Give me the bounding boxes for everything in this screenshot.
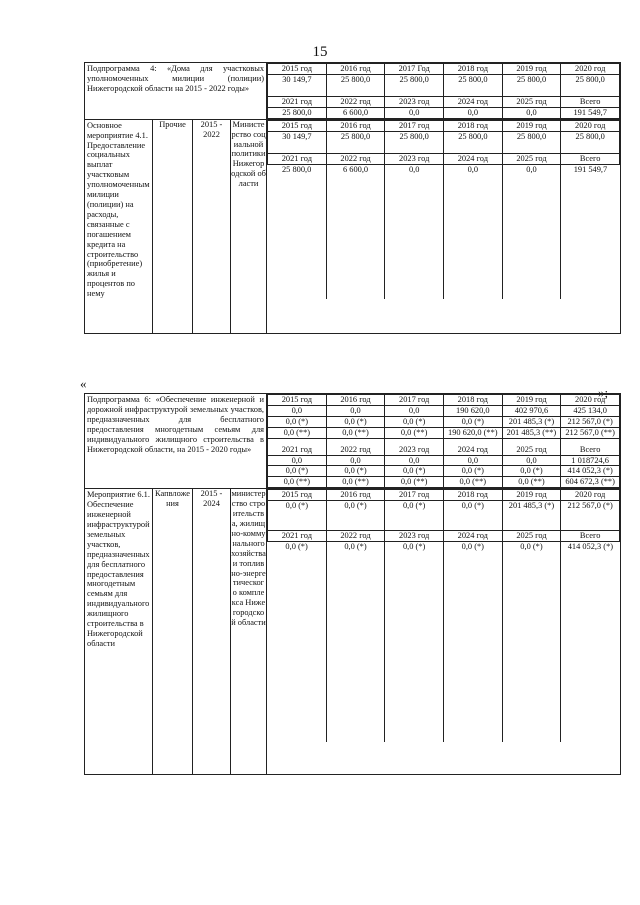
value-cell: 0,0 <box>444 107 503 118</box>
value-cell: 201 485,3 (**) <box>502 427 561 438</box>
measure-4-1-title: Основное мероприятие 4.1. Предоставление социальных выплат участковым уполномоченным милиции (полиции) на расходы, связанные с погашением кредита на строительство (приобретение) жилья и процентов по нему <box>85 119 153 333</box>
year-cell: 2016 год <box>326 490 385 501</box>
year-cell: 2022 год <box>326 96 385 107</box>
value-cell: 191 549,7 <box>561 107 620 118</box>
year-cell: 2015 год <box>268 490 327 501</box>
value-cell: 0,0 <box>326 405 385 416</box>
value-cell: 1 018724,6 <box>561 455 620 466</box>
year-cell: Всего <box>561 438 620 455</box>
value-cell: 0,0 <box>326 455 385 466</box>
year-cell: 2019 год <box>502 64 561 75</box>
value-cell: 0,0 (**) <box>268 477 327 488</box>
year-cell: 2019 год <box>502 490 561 501</box>
value-cell: 0,0 (*) <box>443 466 502 477</box>
year-cell: 2025 год <box>502 531 561 542</box>
value-cell: 0,0 (*) <box>326 542 385 742</box>
value-cell: 0,0 (*) <box>268 466 327 477</box>
value-cell: 191 549,7 <box>561 164 620 299</box>
value-cell: 0,0 <box>268 455 327 466</box>
year-cell: 2025 год <box>502 96 561 107</box>
year-cell: 2015 год <box>268 120 327 131</box>
measure-6-1-category: Капвложения <box>153 489 193 775</box>
row-measure-6-1 <box>85 489 621 775</box>
value-cell: 0,0 (**) <box>385 427 444 438</box>
value-cell: 402 970,6 <box>502 405 561 416</box>
closing-quote: »; <box>598 385 609 400</box>
year-cell: 2024 год <box>444 153 503 164</box>
value-cell: 30 149,7 <box>268 131 327 153</box>
measure-6-1-executor: министерство строительства, жилищно-коммунального хозяйства и топливно-энергетического комплекса Нижегородской области <box>231 489 267 775</box>
value-cell: 0,0 <box>385 107 444 118</box>
value-cell: 0,0 (*) <box>285 542 308 552</box>
year-cell: Всего <box>561 96 620 107</box>
value-cell: 0,0 (*) <box>385 501 444 531</box>
value-cell: 25 800,0 <box>326 131 385 153</box>
year-cell: 2018 год <box>444 64 503 75</box>
year-cell: 2020 год <box>561 120 620 131</box>
value-cell: 0,0 <box>268 405 327 416</box>
measure-4-1-executor: Министерство социальной политики Нижегородской области <box>231 119 267 333</box>
year-cell: 2017 год <box>385 490 444 501</box>
year-cell: 2022 год <box>326 153 385 164</box>
value-cell: 414 052,3 (*) <box>561 466 620 477</box>
value-cell: 0,0 (*) <box>326 416 385 427</box>
row-subprogram-4 <box>85 63 621 120</box>
year-cell: Всего <box>561 153 620 164</box>
value-cell: 25 800,0 <box>281 164 312 174</box>
subprogram-6-title: Подпрограмма 6: «Обеспечение инженерной и дорожной инфраструктурой земельных участков, предназначенных для бесплатного предоставления многодетным семьям для индивидуального жилищного строительства в Нижегородской области, на 2015 - 2020 годы» <box>85 394 267 489</box>
year-cell: 2021 год <box>268 153 327 164</box>
value-cell: 25 800,0 <box>268 107 327 118</box>
value-cell: 425 134,0 <box>561 405 620 416</box>
value-cell: 6 600,0 <box>326 164 385 299</box>
value-cell: 0,0 (**) <box>443 477 502 488</box>
measure-6-1-period: 2015 - 2024 <box>193 489 231 775</box>
value-cell: 212 567,0 (**) <box>561 427 620 438</box>
value-cell: 0,0 <box>502 455 561 466</box>
year-cell: 2019 год <box>502 120 561 131</box>
value-cell: 0,0 (*) <box>443 501 502 531</box>
value-cell: 0,0 <box>385 405 444 416</box>
value-cell: 0,0 (*) <box>502 466 561 477</box>
value-cell: 0,0 <box>385 455 444 466</box>
measure-4-1-category: Прочие <box>153 119 193 333</box>
year-cell: 2017 Год <box>385 64 444 75</box>
value-cell: 201 485,3 (*) <box>502 501 561 531</box>
subprogram-4-values <box>267 63 620 119</box>
page-number: 15 <box>312 44 328 60</box>
value-cell: 0,0 (*) <box>268 416 327 427</box>
value-cell: 25 800,0 <box>561 74 620 96</box>
row-subprogram-6 <box>85 394 621 489</box>
year-cell: 2024 год <box>444 96 503 107</box>
value-cell: 0,0 (*) <box>326 501 385 531</box>
year-cell: 2020 год <box>561 395 620 406</box>
value-cell: 0,0 (*) <box>502 542 561 742</box>
value-cell: 0,0 (**) <box>385 477 444 488</box>
year-cell: 2024 год <box>443 531 502 542</box>
value-cell: 0,0 (*) <box>326 466 385 477</box>
value-cell: 212 567,0 (*) <box>561 416 620 427</box>
year-cell: 2018 год <box>444 120 503 131</box>
value-cell: 0,0 (*) <box>268 501 327 531</box>
measure-6-1-values <box>267 489 620 741</box>
measure-4-1-period: 2015 - 2022 <box>193 119 231 333</box>
year-cell: 2021 год <box>268 96 327 107</box>
year-cell: 2022 год <box>326 438 385 455</box>
year-cell: 2018 год <box>443 490 502 501</box>
opening-quote: « <box>80 376 87 391</box>
year-cell: 2017 год <box>385 395 444 406</box>
year-cell: 2023 год <box>385 96 444 107</box>
year-cell: 2023 год <box>385 153 444 164</box>
year-cell: 2016 год <box>326 120 385 131</box>
measure-6-1-title: Мероприятие 6.1. Обеспечение инженерной инфраструктурой земельных участков, предназначенных для бесплатного предоставления многодетным семьям для индивидуального жилищного строительства в Нижегородской области <box>85 489 153 775</box>
value-cell: 25 800,0 <box>385 74 444 96</box>
year-cell: 2021 год <box>268 438 327 455</box>
value-cell: 25 800,0 <box>502 131 561 153</box>
value-cell: 0,0 (**) <box>502 477 561 488</box>
value-cell: 25 800,0 <box>444 131 503 153</box>
value-cell: 414 052,3 (*) <box>561 542 620 742</box>
year-cell: 2020 год <box>561 64 620 75</box>
value-cell: 25 800,0 <box>561 131 620 153</box>
value-cell: 0,0 (*) <box>443 416 502 427</box>
year-cell: 2015 год <box>268 64 327 75</box>
value-cell: 0,0 (*) <box>443 542 502 742</box>
table-subprogram-6 <box>84 393 621 775</box>
subprogram-4-title: Подпрограмма 4: «Дома для участковых уполномоченных милиции (полиции) Нижегородской области на 2015 - 2022 годы» <box>85 63 267 120</box>
value-cell: 0,0 (**) <box>268 427 327 438</box>
subprogram-6-values <box>267 394 620 488</box>
value-cell: 25 800,0 <box>385 131 444 153</box>
value-cell: 604 672,3 (**) <box>561 477 620 488</box>
value-cell: 190 620,0 (**) <box>443 427 502 438</box>
year-cell: 2022 год <box>326 531 385 542</box>
value-cell: 0,0 (*) <box>385 466 444 477</box>
year-cell: 2021 год <box>268 531 327 542</box>
value-cell: 0,0 <box>444 164 503 299</box>
value-cell: 0,0 <box>502 164 561 299</box>
year-cell: 2017 год <box>385 120 444 131</box>
year-cell: 2025 год <box>502 153 561 164</box>
value-cell: 201 485,3 (*) <box>502 416 561 427</box>
value-cell: 0,0 (**) <box>326 427 385 438</box>
value-cell: 25 800,0 <box>502 74 561 96</box>
value-cell: 0,0 <box>502 107 561 118</box>
measure-4-1-values <box>267 120 620 299</box>
value-cell: 0,0 <box>385 164 444 299</box>
row-measure-4-1 <box>85 119 621 333</box>
value-cell: 0,0 (**) <box>326 477 385 488</box>
year-cell: 2018 год <box>443 395 502 406</box>
value-cell: 0,0 (*) <box>385 416 444 427</box>
year-cell: 2020 год <box>561 490 620 501</box>
year-cell: 2015 год <box>268 395 327 406</box>
year-cell: 2019 год <box>502 395 561 406</box>
year-cell: Всего <box>561 531 620 542</box>
year-cell: 2023 год <box>385 531 444 542</box>
year-cell: 2016 год <box>326 395 385 406</box>
value-cell: 30 149,7 <box>268 74 327 96</box>
value-cell: 25 800,0 <box>326 74 385 96</box>
year-cell: 2023 год <box>385 438 444 455</box>
table-subprogram-4 <box>84 62 621 334</box>
year-cell: 2016 год <box>326 64 385 75</box>
year-cell: 2024 год <box>443 438 502 455</box>
year-cell: 2025 год <box>502 438 561 455</box>
value-cell: 6 600,0 <box>326 107 385 118</box>
value-cell: 190 620,0 <box>443 405 502 416</box>
value-cell: 25 800,0 <box>444 74 503 96</box>
value-cell: 0,0 (*) <box>385 542 444 742</box>
value-cell: 0,0 <box>443 455 502 466</box>
value-cell: 212 567,0 (*) <box>561 501 620 531</box>
